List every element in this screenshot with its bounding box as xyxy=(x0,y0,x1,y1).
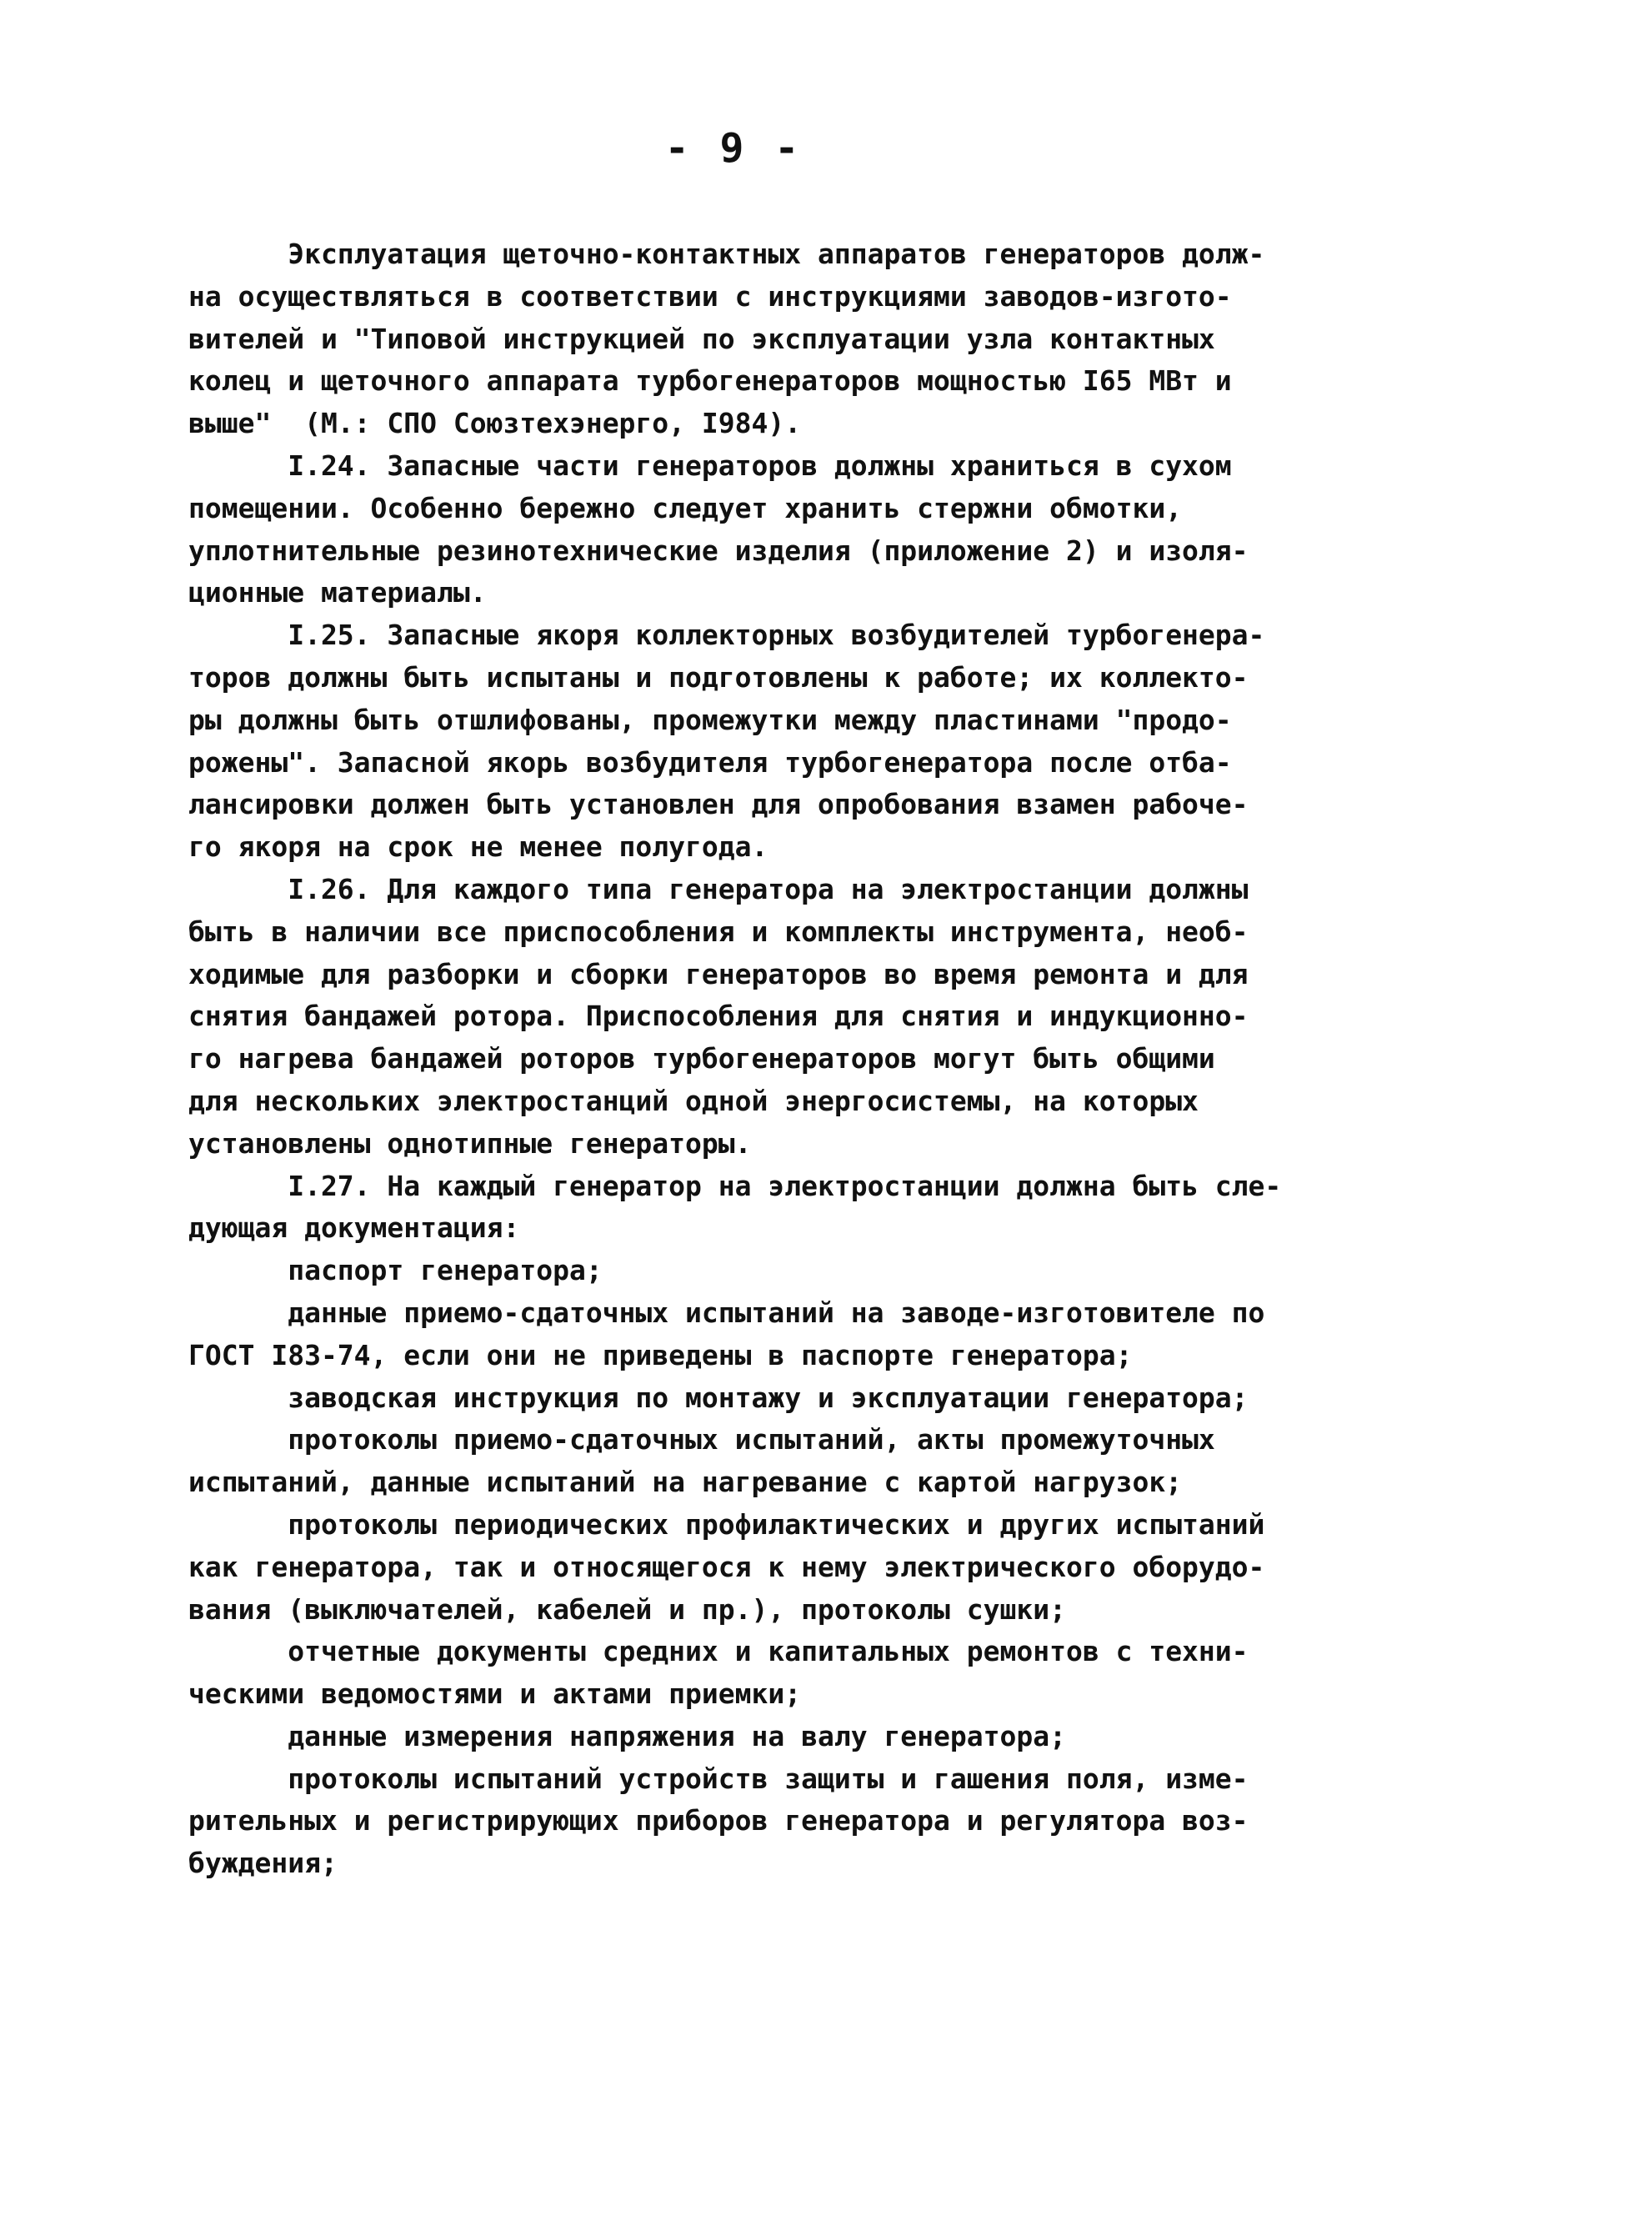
text-line: торов должны быть испытаны и подготовлены к работе; их коллекто- xyxy=(188,660,1249,694)
text-line: снятия бандажей ротора. Приспособления для снятия и индукционно- xyxy=(188,1000,1249,1033)
text-line: как генератора, так и относящегося к нему электрического оборудо- xyxy=(188,1550,1265,1583)
text-line: I.27. На каждый генератор на электростанции должна быть сле- xyxy=(188,1169,1282,1202)
text-line: данные приемо-сдаточных испытаний на заводе-изготовителе по xyxy=(188,1296,1265,1329)
text-line: протоколы испытаний устройств защиты и гашения поля, изме- xyxy=(188,1762,1249,1795)
text-line: колец и щеточного аппарата турбогенераторов мощностью I65 МВт и xyxy=(188,364,1232,398)
text-line: лансировки должен быть установлен для опробования взамен рабоче- xyxy=(188,788,1249,821)
text-line: отчетные документы средних и капитальных ремонтов с техни- xyxy=(188,1635,1249,1668)
text-line: на осуществляться в соответствии с инструкциями заводов-изгото- xyxy=(188,279,1232,313)
text-line: Эксплуатация щеточно-контактных аппаратов генераторов долж- xyxy=(188,238,1265,270)
text-line: данные измерения напряжения на валу генератора; xyxy=(188,1719,1066,1752)
text-line: ционные материалы. xyxy=(188,576,487,609)
text-line: протоколы приемо-сдаточных испытаний, акты промежуточных xyxy=(188,1423,1215,1456)
text-line: для нескольких электростанций одной энергосистемы, на которых xyxy=(188,1084,1199,1117)
text-line: ходимые для разборки и сборки генераторов во время ремонта и для xyxy=(188,957,1249,990)
text-line: уплотнительные резинотехнические изделия (приложение 2) и изоля- xyxy=(188,534,1249,567)
text-line: дующая документация: xyxy=(188,1211,520,1245)
text-line: го якоря на срок не менее полугода. xyxy=(188,830,768,864)
text-line: ГОСТ I83-74, если они не приведены в паспорте генератора; xyxy=(188,1338,1133,1371)
body-text xyxy=(188,233,1322,1885)
text-line: вителей и "Типовой инструкцией по эксплуатации узла контактных xyxy=(188,322,1215,355)
text-line: I.26. Для каждого типа генератора на электростанции должны xyxy=(188,872,1249,905)
text-line: заводская инструкция по монтажу и эксплуатации генератора; xyxy=(188,1381,1249,1414)
text-line: быть в наличии все приспособления и комплекты инструмента, необ- xyxy=(188,915,1249,948)
text-line: установлены однотипные генераторы. xyxy=(188,1126,752,1160)
text-line: рожены". Запасной якорь возбудителя турбогенератора после отба- xyxy=(188,745,1232,779)
text-line: рительных и регистрирующих приборов генератора и регулятора воз- xyxy=(188,1804,1249,1837)
text-line: ческими ведомостями и актами приемки; xyxy=(188,1677,802,1711)
text-line: го нагрева бандажей роторов турбогенераторов могут быть общими xyxy=(188,1042,1215,1075)
page-number: - 9 - xyxy=(664,125,803,172)
text-line: вания (выключателей, кабелей и пр.), протоколы сушки; xyxy=(188,1592,1066,1626)
text-line: паспорт генератора; xyxy=(188,1254,603,1287)
text-line: помещении. Особенно бережно следует хранить стержни обмотки, xyxy=(188,491,1183,524)
text-line: протоколы периодических профилактических и других испытаний xyxy=(188,1507,1265,1541)
text-line: I.25. Запасные якоря коллекторных возбудителей турбогенера- xyxy=(188,619,1265,652)
text-line: буждения; xyxy=(188,1847,338,1880)
text-line: I.24. Запасные части генераторов должны храниться в сухом xyxy=(188,449,1232,482)
text-line: ры должны быть отшлифованы, промежутки между пластинами "продо- xyxy=(188,703,1232,736)
text-line: выше" (М.: СПО Союзтехэнерго, I984). xyxy=(188,407,802,440)
text-line: испытаний, данные испытаний на нагревание с картой нагрузок; xyxy=(188,1466,1183,1499)
